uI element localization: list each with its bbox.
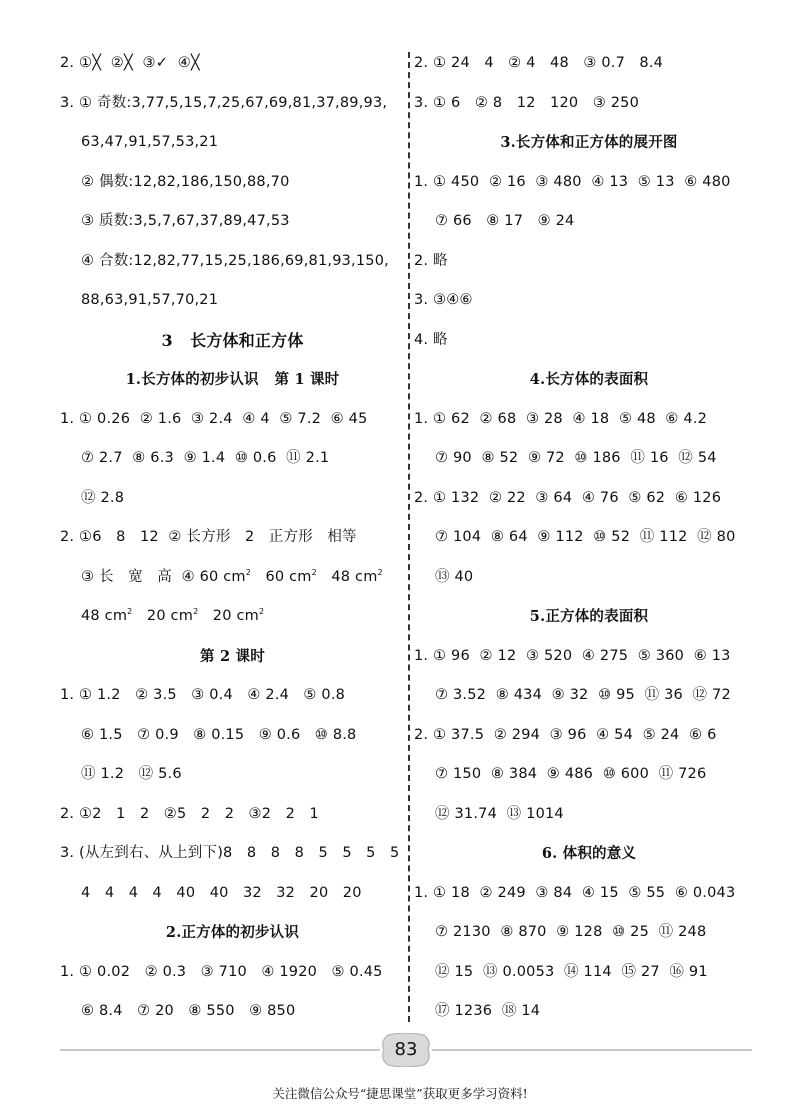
answer-line: 1. ① 1.2 ② 3.5 ③ 0.4 ④ 2.4 ⑤ 0.8 bbox=[60, 687, 346, 703]
answer-line: 4. 略 bbox=[414, 331, 448, 348]
answer-line: 48 $cm^2$ 20 $cm^2$ 20 $cm^2$ bbox=[81, 607, 265, 624]
answer-line: 2. ① 24 4 ② 4 48 ③ 0.7 8.4 bbox=[414, 55, 664, 71]
answer-line: ② 偶数:12,82,186,150,88,70 bbox=[81, 173, 290, 190]
answer-line: ⑪ 1.2 ⑫ 5.6 bbox=[81, 766, 182, 782]
answer-line: ⑦ 150 ⑧ 384 ⑨ 486 ⑩ 600 ⑪ 726 bbox=[435, 766, 707, 782]
answer-line: ③ 长 宽 高 ④ 60 $cm^2$ 60 $cm^2$ 48 $cm^2$ bbox=[81, 567, 383, 585]
section-heading: 1.长方体的初步认识 第 1 课时 bbox=[125, 371, 340, 388]
section-heading: 6. 体积的意义 bbox=[541, 845, 637, 862]
answer-line: 1. ① 0.02 ② 0.3 ③ 710 ④ 1920 ⑤ 0.45 bbox=[60, 963, 383, 980]
section-heading: 4.长方体的表面积 bbox=[529, 371, 649, 388]
answer-line: 1. ① 96 ② 12 ③ 520 ④ 275 ⑤ 360 ⑥ 13 bbox=[414, 647, 731, 664]
answer-line: 88,63,91,57,70,21 bbox=[81, 292, 219, 308]
answer-line: 3. (从左到右、从上到下)8 8 8 8 5 5 5 5 bbox=[60, 845, 400, 861]
answer-line: 2. ①╳ ②╳ ③✓ ④╳ bbox=[60, 55, 200, 71]
answer-line: 2. ① 37.5 ② 294 ③ 96 ④ 54 ⑤ 24 ⑥ 6 bbox=[414, 726, 717, 743]
answer-line: ⑫ 31.74 ⑬ 1014 bbox=[435, 805, 564, 822]
right-answer-column bbox=[414, 44, 764, 1032]
answer-line: 4 4 4 4 40 40 32 32 20 20 bbox=[81, 884, 362, 901]
answer-line: 2. 略 bbox=[414, 252, 448, 269]
page-number-badge bbox=[380, 1033, 432, 1067]
section-heading: 3 长方体和正方体 bbox=[161, 330, 304, 350]
answer-line: ⑬ 40 bbox=[435, 568, 474, 585]
section-heading: 第 2 课时 bbox=[200, 647, 265, 665]
answer-line: 2. ① 132 ② 22 ③ 64 ④ 76 ⑤ 62 ⑥ 126 bbox=[414, 489, 722, 506]
answer-line: ⑫ 15 ⑬ 0.0053 ⑭ 114 ⑮ 27 ⑯ 91 bbox=[435, 963, 708, 980]
answer-line: ⑦ 66 ⑧ 17 ⑨ 24 bbox=[435, 213, 575, 229]
answer-line: 2. ①6 8 12 ② 长方形 2 正方形 相等 bbox=[60, 529, 357, 545]
section-heading: 5.正方体的表面积 bbox=[529, 608, 649, 625]
left-answer-column bbox=[60, 44, 405, 1032]
answer-line: 3. ③④⑥ bbox=[414, 292, 473, 308]
answer-line: 1. ① 18 ② 249 ③ 84 ④ 15 ⑤ 55 ⑥ 0.043 bbox=[414, 884, 736, 901]
answer-line: ⑦ 90 ⑧ 52 ⑨ 72 ⑩ 186 ⑪ 16 ⑫ 54 bbox=[435, 450, 717, 466]
column-divider bbox=[408, 52, 410, 1022]
footer-rule-right bbox=[432, 1049, 752, 1051]
answer-line: ⑦ 104 ⑧ 64 ⑨ 112 ⑩ 52 ⑪ 112 ⑫ 80 bbox=[435, 529, 736, 545]
answer-line: ④ 合数:12,82,77,15,25,186,69,81,93,150, bbox=[81, 252, 389, 269]
answer-line: ③ 质数:3,5,7,67,37,89,47,53 bbox=[81, 213, 290, 229]
answer-line: ⑥ 8.4 ⑦ 20 ⑧ 550 ⑨ 850 bbox=[81, 1003, 296, 1019]
answer-line: 1. ① 62 ② 68 ③ 28 ④ 18 ⑤ 48 ⑥ 4.2 bbox=[414, 410, 708, 427]
answer-line: ⑥ 1.5 ⑦ 0.9 ⑧ 0.15 ⑨ 0.6 ⑩ 8.8 bbox=[81, 726, 357, 743]
footer-note: 关注微信公众号“捷思课堂”获取更多学习资料! bbox=[272, 1086, 528, 1101]
page-number: 83 bbox=[394, 1039, 418, 1060]
footer-rule-left bbox=[60, 1049, 380, 1051]
answer-line: ⑦ 2.7 ⑧ 6.3 ⑨ 1.4 ⑩ 0.6 ⑪ 2.1 bbox=[81, 450, 330, 466]
answer-line: 2. ①2 1 2 ②5 2 2 ③2 2 1 bbox=[60, 805, 319, 822]
answer-line: 3. ① 奇数:3,77,5,15,7,25,67,69,81,37,89,93, bbox=[60, 94, 388, 111]
section-heading: 3.长方体和正方体的展开图 bbox=[500, 134, 678, 151]
answer-line: 63,47,91,57,53,21 bbox=[81, 134, 219, 150]
answer-line: ⑰ 1236 ⑱ 14 bbox=[435, 1003, 541, 1019]
answer-line: ⑦ 3.52 ⑧ 434 ⑨ 32 ⑩ 95 ⑪ 36 ⑫ 72 bbox=[435, 687, 731, 703]
answer-line: 3. ① 6 ② 8 12 120 ③ 250 bbox=[414, 94, 640, 111]
section-heading: 2.正方体的初步认识 bbox=[165, 924, 300, 941]
answer-line: 1. ① 450 ② 16 ③ 480 ④ 13 ⑤ 13 ⑥ 480 bbox=[414, 173, 731, 190]
answer-line: 1. ① 0.26 ② 1.6 ③ 2.4 ④ 4 ⑤ 7.2 ⑥ 45 bbox=[60, 410, 368, 427]
answer-line: ⑦ 2130 ⑧ 870 ⑨ 128 ⑩ 25 ⑪ 248 bbox=[435, 924, 707, 940]
answer-line: ⑫ 2.8 bbox=[81, 489, 125, 506]
